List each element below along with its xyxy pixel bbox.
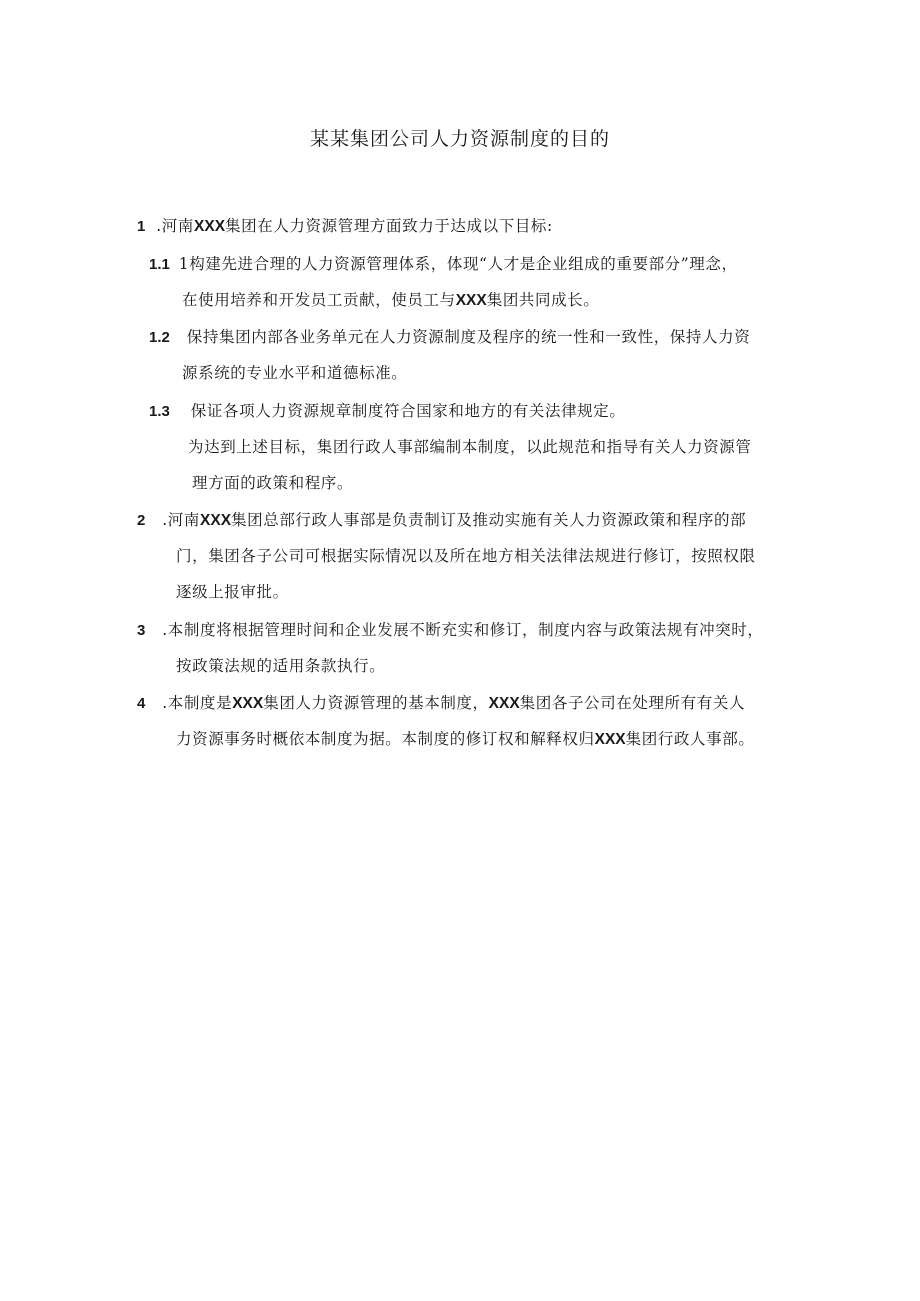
section-2-line-3 xyxy=(176,582,289,602)
company-code: XXX xyxy=(200,512,232,529)
text-fragment: 理方面的政策和程序。 xyxy=(192,474,354,492)
text-fragment: 1构建先进合理的人力资源管理体系，体现“人才是企业组成的重要部分”理念， xyxy=(178,255,738,273)
section-2-line-2 xyxy=(176,546,756,566)
section-3-line-1 xyxy=(137,620,764,641)
section-number: 1.1 xyxy=(149,256,170,273)
section-1-3-line-1 xyxy=(149,401,626,422)
text-fragment: 集团人力资源管理的基本制度， xyxy=(263,694,489,712)
text-fragment: 逐级上报审批。 xyxy=(176,583,289,601)
text-fragment: .河南 xyxy=(162,511,201,529)
section-4-line-2 xyxy=(176,729,754,750)
text-fragment: 在使用培养和开发员工贡献，使员工与 xyxy=(182,291,456,309)
text-fragment: 集团共同成长。 xyxy=(486,291,600,309)
company-code: XXX xyxy=(488,695,520,712)
text-fragment: 门，集团各子公司可根据实际情况以及所在地方相关法律法规进行修订，按照权限 xyxy=(176,547,756,565)
section-1-line-1 xyxy=(137,216,553,237)
text-fragment: 集团总部行政人事部是负责制订及推动实施有关人力资源政策和程序的部 xyxy=(231,511,747,529)
section-number: 1 xyxy=(137,218,146,235)
text-fragment: .本制度是 xyxy=(162,694,233,712)
section-number: 3 xyxy=(137,622,146,639)
company-code: XXX xyxy=(455,292,487,309)
section-number: 1.2 xyxy=(149,329,170,346)
section-1-1-line-2 xyxy=(182,290,599,311)
text-fragment: 保持集团内部各业务单元在人力资源制度及程序的统一性和一致性，保持人力资 xyxy=(186,328,751,346)
company-code: XXX xyxy=(194,218,226,235)
text-fragment: 源系统的专业水平和道德标准。 xyxy=(182,364,408,382)
text-fragment: .河南 xyxy=(156,217,195,235)
text-fragment: 保证各项人力资源规章制度符合国家和地方的有关法律规定。 xyxy=(190,402,626,420)
document-title: 某某集团公司人力资源制度的目的 xyxy=(309,128,610,150)
text-fragment: .本制度将根据管理时间和企业发展不断充实和修订，制度内容与政策法规有冲突时， xyxy=(162,621,764,639)
section-1-3-line-2 xyxy=(188,437,752,457)
text-fragment: 为达到上述目标，集团行政人事部编制本制度，以此规范和指导有关人力资源管 xyxy=(188,438,752,456)
section-number: 1.3 xyxy=(149,403,170,420)
section-2-line-1 xyxy=(137,510,746,531)
section-number: 4 xyxy=(137,695,146,712)
section-1-1-line-1 xyxy=(149,254,738,275)
company-code: XXX xyxy=(232,695,264,712)
section-1-3-line-3 xyxy=(192,473,353,493)
section-3-line-2 xyxy=(176,656,385,676)
text-fragment: 按政策法规的适用条款执行。 xyxy=(176,657,386,675)
text-fragment: 力资源事务时概依本制度为据。本制度的修订权和解释权归 xyxy=(176,730,595,748)
text-fragment: 集团各子公司在处理所有有关人 xyxy=(519,694,746,712)
text-fragment: 集团在人力资源管理方面致力于达成以下目标: xyxy=(225,217,553,235)
text-fragment: 集团行政人事部。 xyxy=(625,730,755,748)
section-4-line-1 xyxy=(137,693,745,714)
section-1-2-line-2 xyxy=(182,363,407,383)
section-1-2-line-1 xyxy=(149,327,750,348)
section-number: 2 xyxy=(137,512,146,529)
company-code: XXX xyxy=(594,731,626,748)
